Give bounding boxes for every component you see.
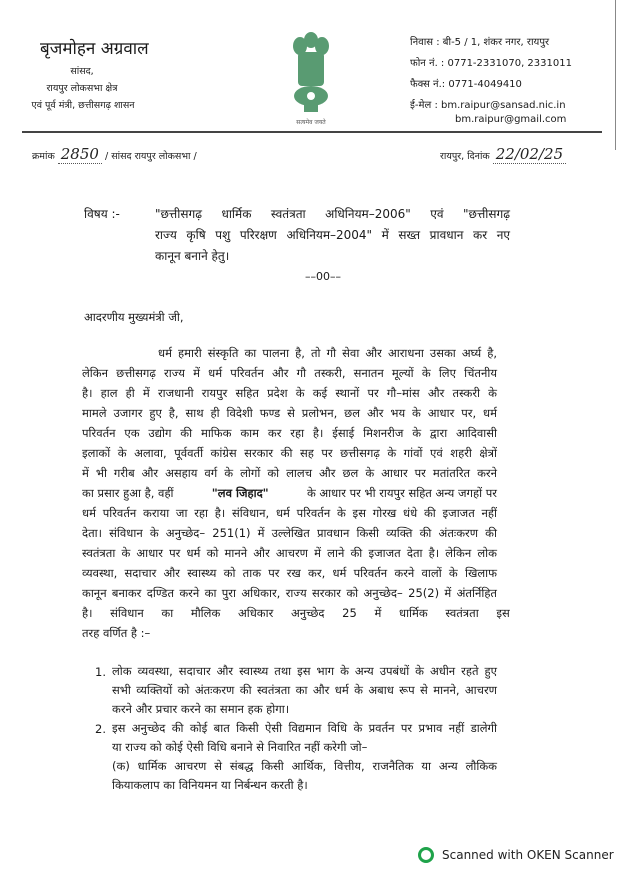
body-line: में भी गरीब और असहाय वर्ग के लोगों को लालच और छल के आधार पर मतांतरित करने xyxy=(82,466,497,480)
body-line: है। हाल ही में राजधानी रायपुर सहित प्रदेश के कई स्थानों पर गौ–मांस और तस्करी के xyxy=(82,386,497,400)
header-divider xyxy=(22,131,602,133)
scanner-watermark-text: Scanned with OKEN Scanner xyxy=(442,848,614,862)
scan-edge xyxy=(615,0,616,150)
body-line: धर्म हमारी संस्कृति का पालना है, तो गौ सेवा और आराधना उसका अर्घ्य है, xyxy=(158,346,497,360)
contact-email: ई-मेल : bm.raipur@sansad.nic.in xyxy=(410,100,566,111)
designation-line: रायपुर लोकसभा क्षेत्र xyxy=(46,83,118,94)
oken-scanner-logo-icon xyxy=(418,847,434,863)
date-value: 22/02/25 xyxy=(493,145,566,164)
list-line: सभी व्यक्तियों को अंतःकरण की स्वतंत्रता का और धर्म के अबाध रूप से मानने, आचरण xyxy=(112,683,497,697)
subject-separator: ––00–– xyxy=(305,270,341,283)
body-line: मामले उजागर हुए है, साथ ही विदेशी फण्ड से प्रलोभन, छल और भय के आधार पर, धर्म xyxy=(82,406,497,420)
designation-line: सांसद, xyxy=(70,66,94,77)
body-line: व्यवस्था, सदाचार और स्वास्थ्य को ताक पर रख कर, धर्म परिवर्तन करने वालों के खिलाफ xyxy=(82,566,497,580)
national-emblem-icon xyxy=(290,28,332,124)
reference-suffix: / सांसद रायपुर लोकसभा / xyxy=(104,151,197,162)
subject-line: "छत्तीसगढ़ धार्मिक स्वतंत्रता अधिनियम–2006" एवं "छत्तीसगढ़ xyxy=(155,207,510,221)
contact-email-alt: bm.raipur@gmail.com xyxy=(455,114,567,125)
contact-fax: फैक्स नं.: 0771-4049410 xyxy=(410,79,522,90)
list-subitem-line: (क) धार्मिक आचरण से संबद्ध किसी आर्थिक, वित्तीय, राजनैतिक या अन्य लौकिक xyxy=(112,759,497,773)
body-line: परिवर्तन एक उद्योग की माफिक काम कर रहा है। ईसाई मिशनरीज के द्वारा आदिवासी xyxy=(82,426,497,440)
list-number: 2. xyxy=(95,722,106,736)
place-date xyxy=(440,145,566,163)
subject-line: राज्य कृषि पशु परिरक्षण अधिनियम–2004" में सख्त प्रावधान कर नए xyxy=(155,228,510,242)
list-line: लोक व्यवस्था, सदाचार और स्वास्थ्य तथा इस भाग के अन्य उपबंधों के अधीन रहते हुए xyxy=(112,664,497,678)
sender-name: बृजमोहन अग्रवाल xyxy=(40,39,149,59)
designation-line: एवं पूर्व मंत्री, छत्तीसगढ़ शासन xyxy=(31,100,135,111)
reference-number-value: 2850 xyxy=(58,145,102,164)
contact-phone: फोन नं. : 0771-2331070, 2331011 xyxy=(410,58,572,69)
body-line: स्वतंत्रता के आधार पर धर्म को मानने और आचरण में लाने की इजाजत देता है। लेकिन लोक xyxy=(82,546,497,560)
subject-label: विषय :- xyxy=(84,207,120,221)
reference-label: क्रमांक xyxy=(32,151,55,162)
body-line-love-jihad xyxy=(82,486,497,501)
body-line: है। संविधान का मौलिक अधिकार अनुच्छेद 25 में धार्मिक स्वतंत्रता इस xyxy=(82,606,510,620)
body-text: के आधार पर भी रायपुर सहित अन्य जगहों पर xyxy=(306,486,497,500)
body-line: कानून बनाकर दण्डित करने का पुरा अधिकार, राज्य सरकार को अनुच्छेद– 25(2) में अंतर्निहित xyxy=(82,586,497,600)
place-date-label: रायपुर, दिनांक xyxy=(440,151,490,162)
body-line: धर्म परिवर्तन कराया जा रहा है। संविधान, धर्म परिवर्तन के इस गोरख धंधे की इजाजत नहीं xyxy=(82,506,497,520)
body-line: तरह वर्णित है :– xyxy=(82,626,151,640)
list-line: इस अनुच्छेद की कोई बात किसी ऐसी विद्यमान विधि के प्रवर्तन पर प्रभाव नहीं डालेगी xyxy=(112,721,497,735)
subject-line: कानून बनाने हेतु। xyxy=(155,249,230,263)
list-line: या राज्य को कोई ऐसी विधि बनाने से निवारित नहीं करेगी जो– xyxy=(112,740,368,754)
scanner-watermark xyxy=(418,847,614,863)
contact-address: निवास : बी-5 / 1, शंकर नगर, रायपुर xyxy=(410,37,550,48)
body-line: देता। संविधान के अनुच्छेद– 251(1) में उल्लेखित प्रावधान किसी व्यक्ति की अंतःकरण की xyxy=(82,526,497,540)
list-line: करने और प्रचार करने का समान हक होगा। xyxy=(112,702,290,716)
body-line: लेकिन छत्तीसगढ़ राज्य में धर्म परिवर्तन और गौ तस्करी, सनातन मूल्यों के लिए चिंतनीय xyxy=(82,366,497,380)
reference-number xyxy=(32,145,197,163)
body-line: इलाकों के अलावा, पूर्ववर्ती कांग्रेस सरकार की सह पर छत्तीसगढ़ के गांवों एवं शहरी क्षेत्रों xyxy=(82,446,497,460)
list-number: 1. xyxy=(95,665,106,679)
body-text: का प्रसार हुआ है, वहीं xyxy=(82,486,174,500)
emblem-motto: सत्यमेव जयते xyxy=(296,119,326,126)
body-emphasis: "लव जिहाद" xyxy=(211,486,269,500)
list-subitem-line: कियाकलाप का विनियमन या निर्बन्धन करती है। xyxy=(112,778,308,792)
salutation: आदरणीय मुख्यमंत्री जी, xyxy=(84,310,184,324)
